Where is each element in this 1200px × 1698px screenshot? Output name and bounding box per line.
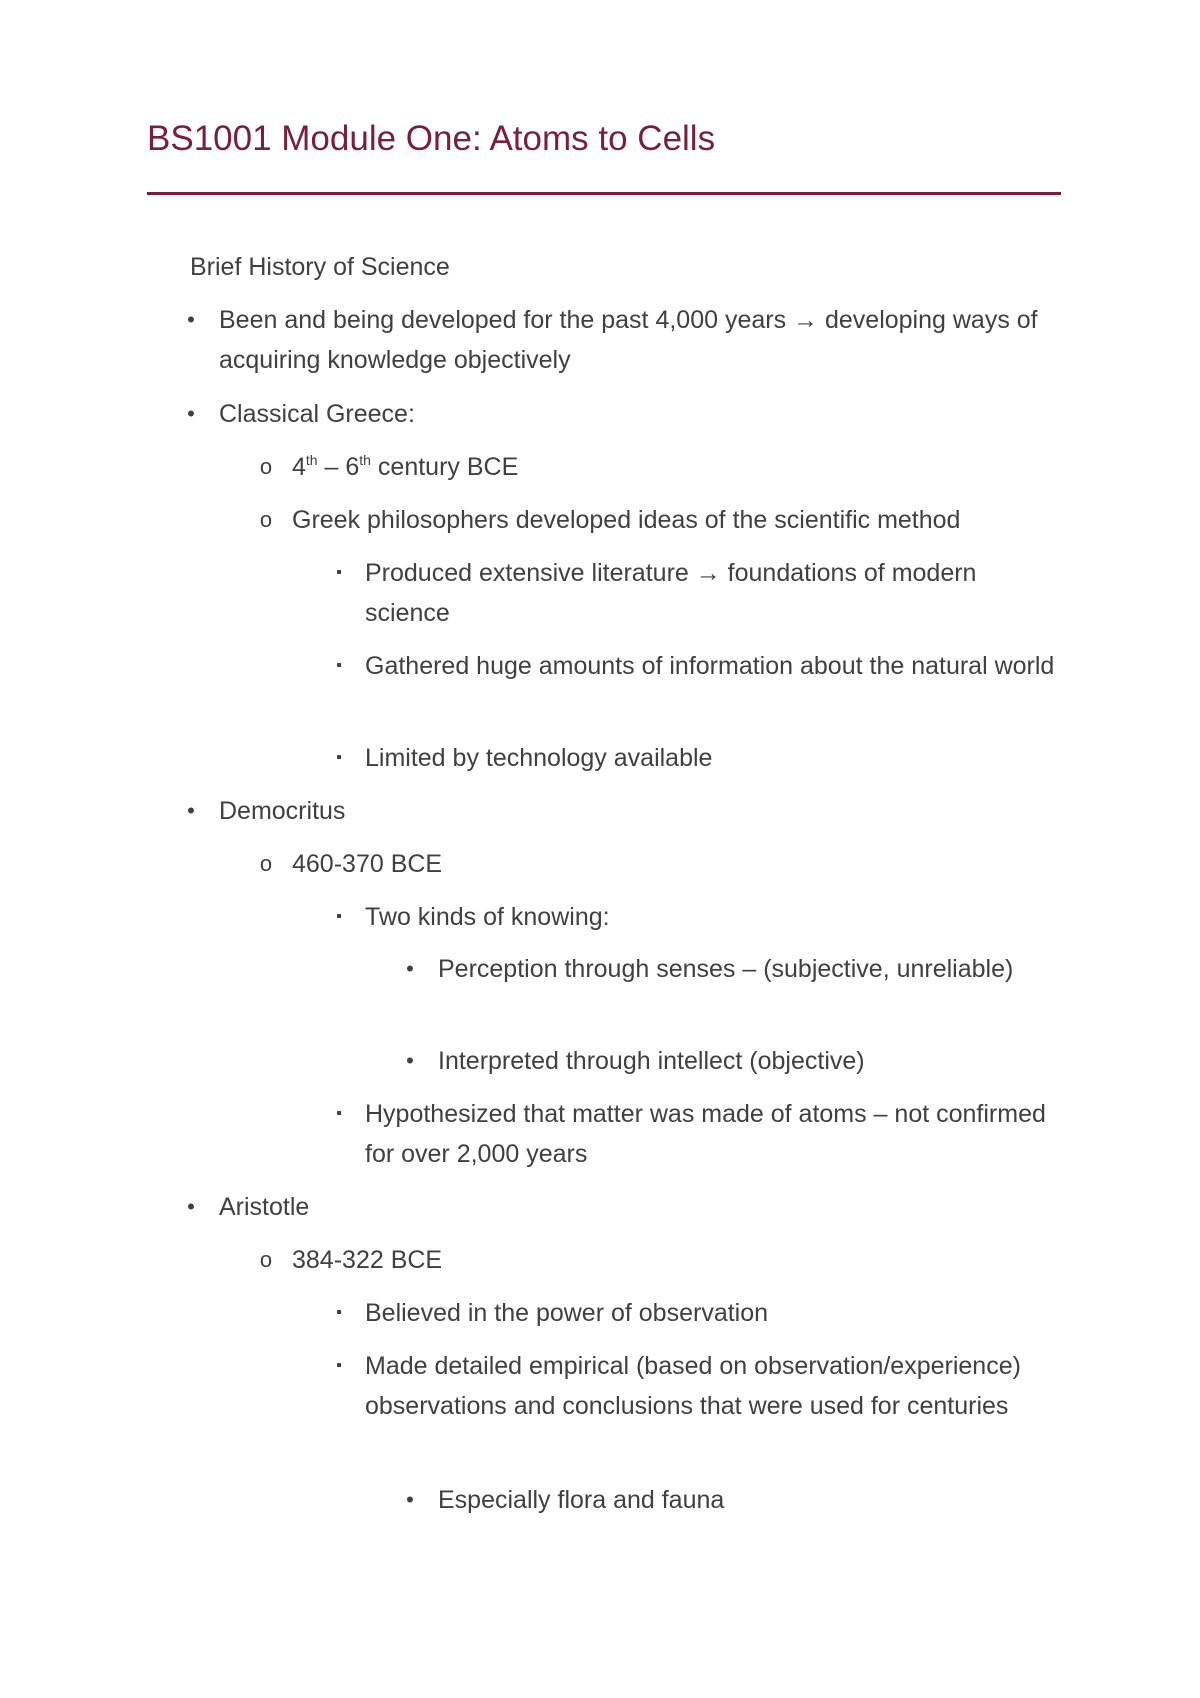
list-item-perception	[406, 949, 1061, 989]
bullet-icon: •	[187, 1194, 195, 1219]
list-item-flora	[406, 1480, 1061, 1520]
list-item-aristotle	[187, 1187, 1061, 1227]
item-text: 384-322 BCE	[292, 1246, 443, 1274]
list-item-gathered	[336, 646, 1061, 686]
list-item-developed	[187, 300, 1061, 380]
item-text: Aristotle	[219, 1193, 310, 1221]
item-text: Democritus	[219, 797, 346, 825]
square-bullet-icon: ▪	[336, 1304, 342, 1321]
list-item-two-kinds	[336, 897, 1061, 937]
list-item-literature	[336, 553, 1061, 633]
document-title: BS1001 Module One: Atoms to Cells	[147, 119, 716, 158]
item-text: Classical Greece:	[219, 400, 415, 428]
list-item-democritus	[187, 791, 1061, 831]
section-heading: Brief History of Science	[190, 253, 450, 281]
item-text: Been and being developed for the past 4,000 years → developing ways of acquiring knowledge objectively	[219, 306, 1038, 374]
item-text: Especially flora and fauna	[438, 1486, 725, 1514]
item-text: Two kinds of knowing:	[365, 903, 610, 931]
item-text: Limited by technology available	[365, 744, 713, 772]
bullet-icon: •	[187, 798, 195, 823]
square-bullet-icon: ▪	[336, 749, 342, 766]
circle-bullet-icon: o	[259, 454, 273, 479]
item-text: Believed in the power of observation	[365, 1299, 769, 1327]
list-item-interpreted	[406, 1041, 1061, 1081]
list-item-classical-greece	[187, 394, 1061, 434]
bullet-icon: •	[406, 1048, 414, 1073]
item-text: Greek philosophers developed ideas of the scientific method	[292, 506, 961, 534]
list-item-century	[259, 447, 1061, 487]
circle-bullet-icon: o	[259, 851, 273, 876]
bullet-icon: •	[187, 307, 195, 332]
square-bullet-icon: ▪	[336, 1105, 342, 1122]
square-bullet-icon: ▪	[336, 657, 342, 674]
square-bullet-icon: ▪	[336, 1357, 342, 1374]
item-text: Hypothesized that matter was made of atoms – not confirmed for over 2,000 years	[365, 1100, 1046, 1168]
item-text: Perception through senses – (subjective, unreliable)	[438, 955, 1014, 983]
century-num-start: 4	[292, 453, 306, 481]
item-text: Interpreted through intellect (objective)	[438, 1047, 865, 1075]
bullet-icon: •	[406, 1487, 414, 1512]
list-item-believed	[336, 1293, 1061, 1333]
title-underline	[147, 192, 1061, 195]
item-text: Gathered huge amounts of information about the natural world	[365, 652, 1055, 680]
bullet-icon: •	[406, 956, 414, 981]
list-item-democritus-dates	[259, 844, 1061, 884]
item-text: Made detailed empirical (based on observation/experience) observations and conclusions that were used for centuries	[365, 1352, 1021, 1420]
circle-bullet-icon: o	[259, 1247, 273, 1272]
circle-bullet-icon: o	[259, 507, 273, 532]
item-text: 460-370 BCE	[292, 850, 443, 878]
list-item-greek-philosophers	[259, 500, 1061, 540]
list-item-aristotle-dates	[259, 1240, 1061, 1280]
square-bullet-icon: ▪	[336, 908, 342, 925]
ordinal-suffix: th	[359, 452, 371, 468]
bullet-icon: •	[187, 401, 195, 426]
century-text-end: century BCE	[370, 453, 519, 481]
list-item-limited	[336, 738, 1061, 778]
square-bullet-icon: ▪	[336, 564, 342, 581]
century-num-mid: – 6	[317, 453, 360, 481]
list-item-empirical	[336, 1346, 1061, 1426]
list-item-hypothesized	[336, 1094, 1061, 1174]
item-text: Produced extensive literature → foundations of modern science	[365, 559, 977, 627]
ordinal-suffix: th	[305, 452, 318, 468]
